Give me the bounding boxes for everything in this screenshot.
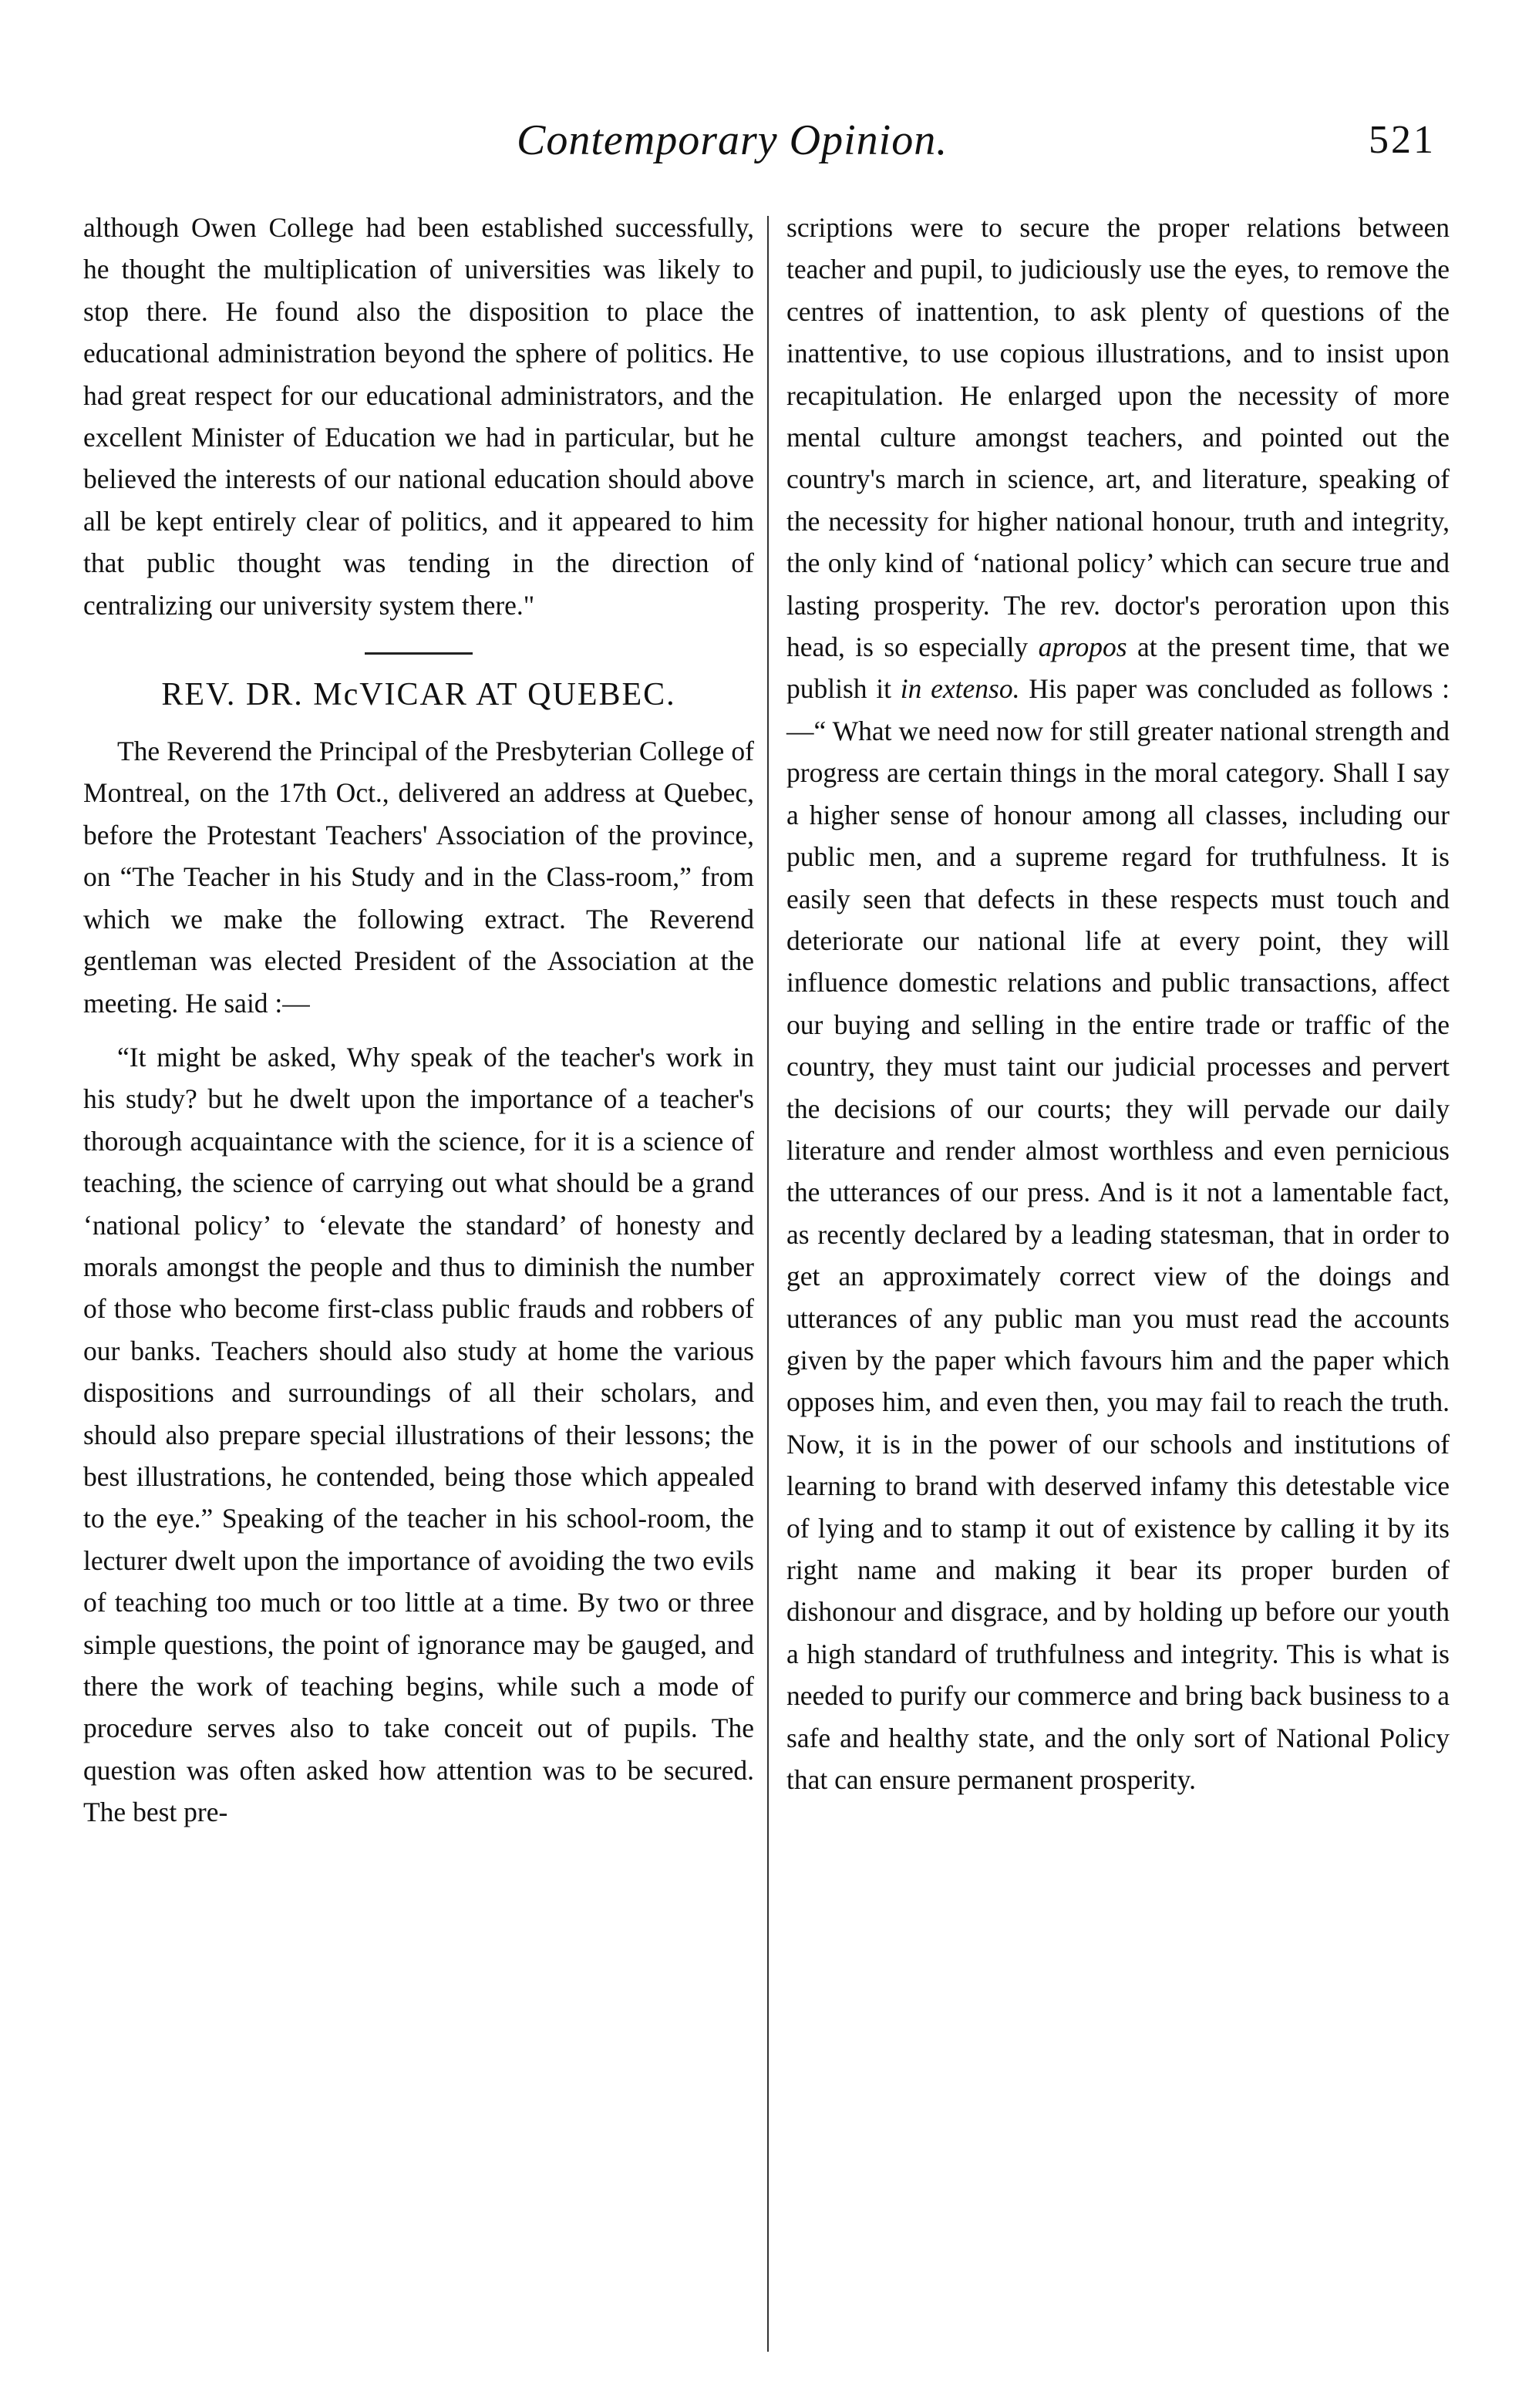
body-paragraph: The Reverend the Principal of the Presbyterian College of Montreal, on the 17th Oct., delivered an address at Quebec, before the Protestant Teachers' Association of the province, on “The Teacher in his Study and in the Class-room,” from which we make the following extract. The Reverend gentleman was elected President of the Association at the meeting. He said :—	[83, 736, 754, 1019]
continued-paragraph: although Owen College had been established successfully, he thought the multiplication of universities was likely to stop there. He found also the disposition to place the educational administration beyond the sphere of politics. He had great respect for our educational administrators, and the excellent Minister of Education we had in particular, but he believed the interests of our national education should above all be kept entirely clear of politics, and it appeared to him that public thought was tending in the direction of centralizing our university system there."	[83, 212, 754, 621]
italic-phrase: in extenso.	[900, 673, 1020, 705]
running-title: Contemporary Opinion.	[517, 116, 948, 164]
column-divider	[767, 216, 769, 2352]
text-run: at the present time, that we publish it	[786, 631, 1450, 705]
page-header	[0, 116, 1529, 177]
text-run: His paper was concluded as follows :—“ What we need now for still greater national strength and progress are certain things in the moral category. Shall I say a higher sense of honour among all classes, including our public men, and a supreme regard for truthfulness. It is easily seen that defects in these respects must touch and deteriorate our national life at every point, they will influence domestic relations and public transactions, affect our buying and selling in the entire trade or traffic of the country, they must taint our judicial processes and pervert the decisions of our courts; they will pervade our daily literature and render almost worthless and even pernicious the utterances of our press. And is it not a lamentable fact, as recently declared by a leading statesman, that in order to get an approximately correct view of the doings and utterances of any public man you must read the accounts given by the paper which favours him and the paper which opposes him, and even then, you may fail to reach the truth. Now, it is in the power of our schools and institutions of learning to brand with deserved infamy this detestable vice of lying and to stamp it out of existence by calling it by its right name and making it bear its proper burden of dishonour and disgrace, and by holding up before our youth a high standard of truthfulness and integrity. This is what is needed to purify our commerce and bring back business to a safe and healthy state, and the only sort of National Policy that can ensure permanent prosperity.	[786, 673, 1450, 1796]
continued-paragraph-right	[786, 207, 1450, 1800]
left-column	[83, 207, 754, 1834]
text-run: scriptions were to secure the proper relations between teacher and pupil, to judiciously use the eyes, to remove the centres of inattention, to ask plenty of questions of the inattentive, to use copious illustrations, and to insist upon recapitulation. He enlarged upon the necessity of more mental culture amongst teachers, and pointed out the country's march in science, art, and literature, speaking of the necessity for higher national honour, truth and integrity, the only kind of ‘national policy’ which can secure true and lasting prosperity. The rev. doctor's peroration upon this head, is so especially	[786, 212, 1450, 663]
quoted-paragraph: “It might be asked, Why speak of the teacher's work in his study? but he dwelt upon the importance of a teacher's thorough acquaintance with the science, for it is a science of teaching, the science of carrying out what should be a grand ‘national policy’ to ‘elevate the standard’ of honesty and morals amongst the people and thus to diminish the number of those who become first-class public frauds and robbers of our banks. Teachers should also study at home the various dispositions and surroundings of all their scholars, and should also prepare special illustrations of their lessons; the best illustrations, he contended, being those which appealed to the eye.” Speaking of the teacher in his school-room, the lecturer dwelt upon the importance of avoiding the two evils of teaching too much or too little at a time. By two or three simple questions, the point of ignorance may be gauged, and there the work of teaching begins, while such a mode of procedure serves also to take conceit out of pupils. The question was often asked how attention was to be secured. The best pre-	[83, 1041, 754, 1828]
italic-phrase: apropos	[1038, 631, 1127, 663]
section-divider	[365, 652, 473, 655]
section-heading: REV. DR. McVICAR AT QUEBEC.	[161, 677, 676, 713]
right-column	[786, 207, 1450, 1800]
page-number: 521	[1369, 118, 1436, 162]
